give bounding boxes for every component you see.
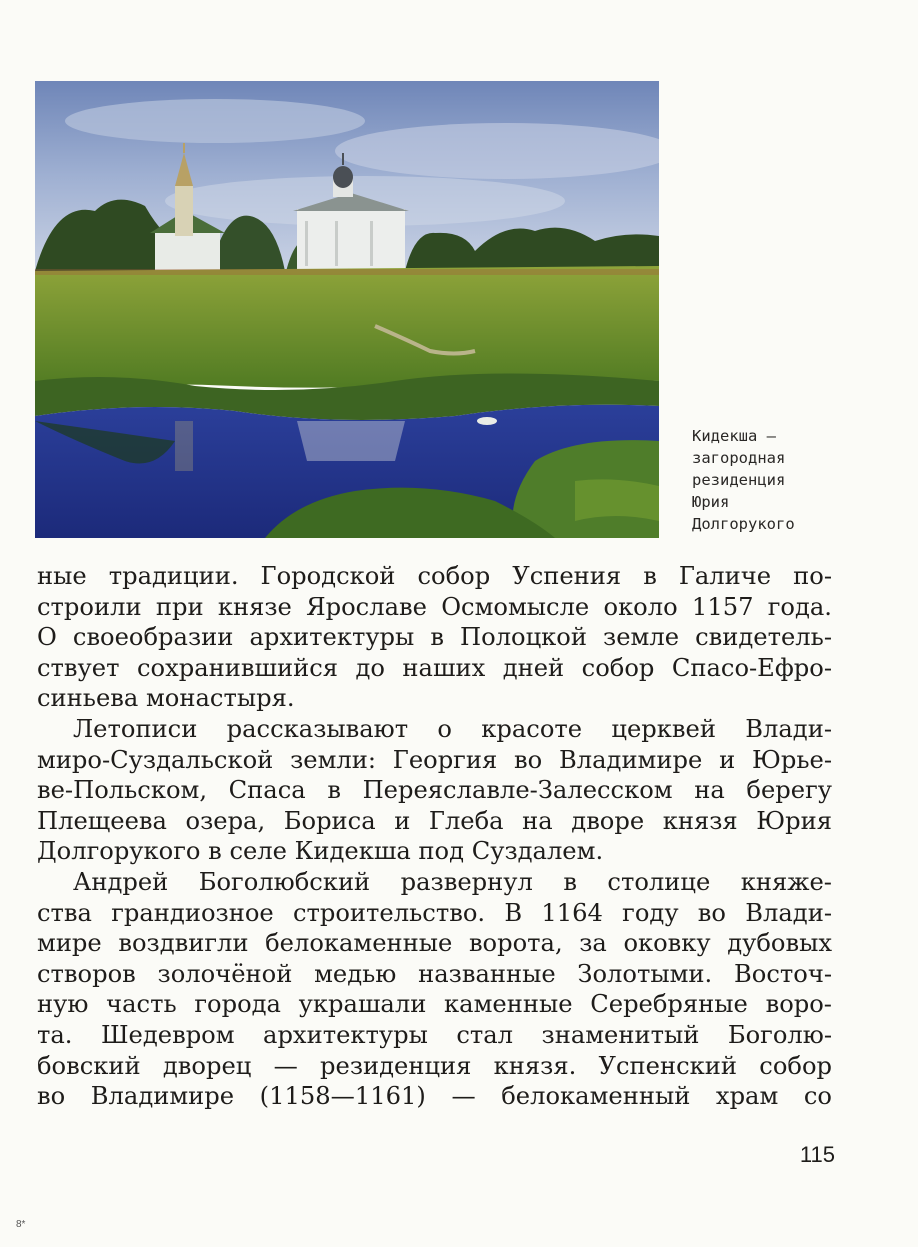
printer-signature-mark: 8* bbox=[16, 1219, 26, 1230]
text-line: строили при князе Ярославе Осмомысле около 1157 года. bbox=[37, 592, 832, 621]
text-line: створов золочёной медью названные Золотыми. Восточ- bbox=[37, 959, 832, 988]
text-line: ствует сохранившийся до наших дней собор Спасо-Ефро- bbox=[37, 653, 832, 682]
figure-caption: Кидекша — загородная резиденция Юрия Долгорукого bbox=[692, 427, 795, 533]
kideksha-photo bbox=[35, 81, 659, 538]
page-number: 115 bbox=[799, 1142, 835, 1167]
body-text bbox=[37, 561, 832, 1112]
text-line: бовский дворец — резиденция князя. Успенский собор bbox=[37, 1051, 832, 1080]
text-line: миро-Суздальской земли: Георгия во Владимире и Юрье- bbox=[37, 745, 832, 774]
text-line: ве-Польском, Спаса в Переяславле-Залесском на берегу bbox=[37, 776, 832, 805]
text-line: Андрей Боголюбский развернул в столице княже- bbox=[73, 867, 832, 896]
text-line: во Владимире (1158—1161) — белокаменный храм со bbox=[37, 1082, 832, 1111]
text-line: О своеобразии архитектуры в Полоцкой земле свидетель- bbox=[37, 623, 832, 652]
landscape-illustration bbox=[35, 81, 659, 538]
text-line: та. Шедевром архитектуры стал знаменитый Боголю- bbox=[37, 1020, 832, 1049]
text-line: Долгорукого в селе Кидекша под Суздалем. bbox=[37, 837, 604, 866]
text-line: Летописи рассказывают о красоте церквей Влади- bbox=[73, 714, 832, 743]
text-line: синьева монастыря. bbox=[37, 684, 295, 713]
text-line: ства грандиозное строительство. В 1164 году во Влади- bbox=[37, 898, 832, 927]
text-line: Плещеева озера, Бориса и Глеба на дворе князя Юрия bbox=[37, 806, 832, 835]
text-line: мире воздвигли белокаменные ворота, за оковку дубовых bbox=[37, 929, 832, 958]
text-line: ную часть города украшали каменные Серебряные воро- bbox=[37, 990, 832, 1019]
text-line: ные традиции. Городской собор Успения в Галиче по- bbox=[37, 562, 832, 590]
